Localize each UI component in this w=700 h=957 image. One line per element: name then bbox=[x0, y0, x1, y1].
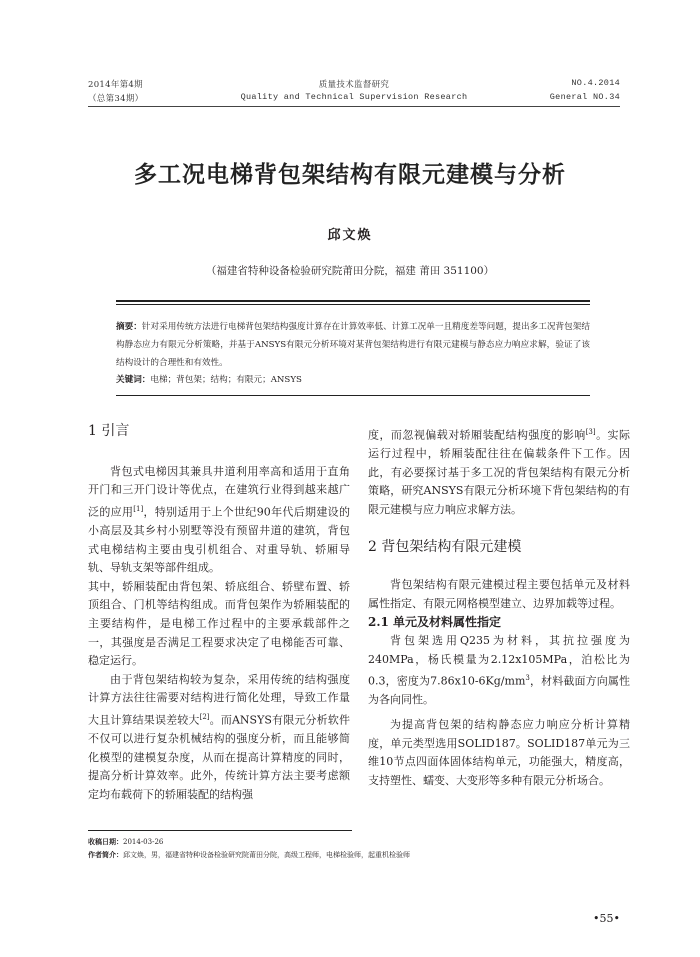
abstract-rule-top-thin bbox=[116, 304, 590, 305]
abstract-rule-top bbox=[116, 300, 590, 302]
journal-name-cn: 质量技术监督研究 bbox=[318, 80, 390, 90]
paragraph: 由于背包架结构较为复杂，采用传统的结构强度计算方法往往需要对结构进行简化处理，导致工作量大且计算结果误差较大[2]。而ANSYS有限元分析软件不仅可以进行复杂机械结构的强度分析，而且能够简化模型的建模复杂度，从而在提高计算精度的同时，提高分析计算效率。此外，传统计算方法主要考虑额定均布载荷下的轿厢装配的结构强 bbox=[88, 672, 351, 801]
paragraph: 背包架选用Q235为材料，其抗拉强度为240MPa，杨氏模量为2.12x105MPa，泊松比为0.3，密度为$7.86x10-6Kg/mm^3$，材料截面方向属性为各向同性。 bbox=[368, 634, 630, 707]
citation: [3] bbox=[585, 428, 596, 436]
abstract-rule-bottom bbox=[116, 395, 590, 396]
paragraph: 为提高背包架的结构静态应力响应分析计算精度，单元类型选用SOLID187。SOLID187单元为三维10节点四面体固体结构单元，功能强大，精度高，支持塑性、蠕变、大变形等多种有限元分析场合。 bbox=[368, 718, 630, 787]
section-heading-1: 1 引言 bbox=[88, 423, 130, 439]
abstract-label: 摘要： bbox=[116, 322, 142, 332]
left-column bbox=[88, 422, 350, 805]
paragraph: 度，而忽视偏载对轿厢装配结构强度的影响[3]。实际运行过程中，轿厢装配往往在偏载条件下工作。因此，有必要探讨基于多工况的背包架结构有限元分析策略，研究ANSYS有限元分析环境下背包架结构的有限元建模与应力响应求解方法。 bbox=[368, 428, 630, 517]
keywords bbox=[116, 373, 590, 385]
citation: [2] bbox=[199, 712, 210, 721]
received-date: 收稿日期：2014-03-26 bbox=[88, 838, 164, 846]
journal-name-en: Quality and Technical Supervision Research bbox=[240, 92, 468, 102]
general-number: General NO.34 bbox=[549, 92, 620, 102]
running-header bbox=[88, 78, 620, 90]
paragraph: 背包式电梯因其兼具井道利用率高和适用于直角开门和三开门设计等优点，在建筑行业得到越来越广泛的应用[1]，特别适用于上个世纪90年代后期建设的小高层及其乡村小别墅等没有预留井道的建筑，背包式电梯结构主要由曳引机组合、对重导轨、轿厢导轨、导轨支架等部件组成。 bbox=[88, 464, 351, 575]
keywords-text: 电梯；背包架；结构；有限元；ANSYS bbox=[150, 375, 302, 385]
issue-label: 2014年第4期 bbox=[88, 80, 143, 90]
author-bio: 作者简介：邱文焕，男，福建省特种设备检验研究院莆田分院，高级工程师，电梯检验师，起重机检验师 bbox=[88, 851, 410, 859]
affiliation: （福建省特种设备检验研究院莆田分院，福建 莆田 351100） bbox=[205, 265, 495, 277]
keywords-label: 关键词： bbox=[116, 375, 151, 385]
footnote-divider bbox=[88, 830, 352, 831]
running-header-2 bbox=[88, 92, 620, 104]
page-number: •55• bbox=[593, 912, 620, 925]
paragraph: 其中，轿厢装配由背包架、轿底组合、轿壁布置、轿顶组合、门机等结构组成。而背包架作为轿厢装配的主要结构件，是电梯工作过程中的主要承载部件之一，其强度是否满足工程要求决定了电梯能否可靠、稳定运行。 bbox=[88, 579, 350, 668]
subsection-heading-2-1: 2.1 单元及材料属性指定 bbox=[368, 615, 502, 630]
abstract-text: 针对采用传统方法进行电梯背包架结构强度计算存在计算效率低、计算工况单一且精度差等问题，提出多工况背包架结构静态应力有限元分析策略，并基于ANSYS有限元分析环境对某背包架结构进行有限元建模与静态应力响应求解，验证了该结构设计的合理性和有效性。 bbox=[116, 322, 590, 368]
paragraph: 背包架结构有限元建模过程主要包括单元及材料属性指定、有限元网格模型建立、边界加载等过程。 bbox=[368, 578, 630, 610]
section-heading-2: 2 背包架结构有限元建模 bbox=[368, 538, 522, 555]
superscript: 3 bbox=[525, 674, 530, 683]
author-name: 邱文焕 bbox=[327, 228, 373, 243]
citation: [1] bbox=[133, 504, 144, 513]
header-divider bbox=[88, 106, 620, 107]
total-issue-label: （总第34期） bbox=[88, 94, 144, 104]
paper-title: 多工况电梯背包架结构有限元建模与分析 bbox=[134, 162, 566, 188]
abstract bbox=[116, 318, 590, 372]
issue-number: NO.4.2014 bbox=[571, 78, 620, 88]
right-column bbox=[368, 423, 630, 790]
